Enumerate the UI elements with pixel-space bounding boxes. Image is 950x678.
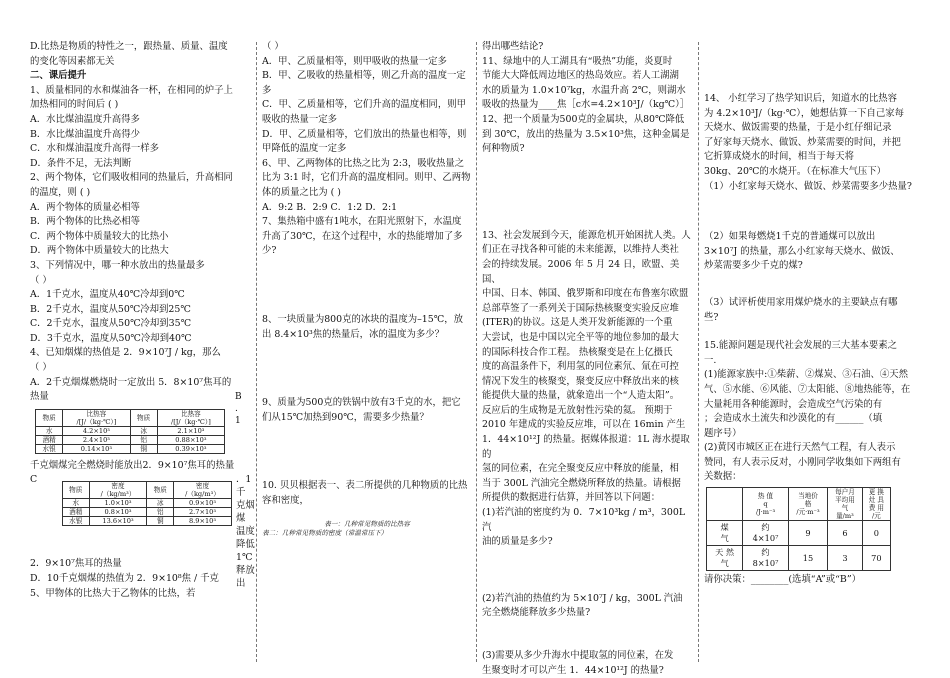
decision-line: 请你决策：________(选填“A”或“B”）	[704, 574, 861, 586]
table-cell: 0.39×10³	[157, 444, 224, 453]
text-line: B．甲、乙吸收的热量相等，则乙升高的温度一定	[262, 70, 466, 82]
table-cell: 3	[828, 546, 863, 571]
side-text-fragment: 释放出	[236, 565, 255, 590]
table-header-cell: 比热容 /[J/（kg·℃）]	[63, 409, 130, 426]
text-line: 多	[262, 84, 272, 96]
table-cell: 13.6×10³	[89, 517, 147, 526]
table-row	[707, 521, 891, 546]
col2-questions-5-7	[262, 40, 472, 259]
text-line: B．水比煤油温度升高得少	[30, 128, 141, 140]
table-header-cell: 当地价 格 /元·m⁻³	[788, 488, 827, 521]
option-c-marker: C	[30, 474, 38, 486]
table-header-cell: 密度 /（kg/m³）	[89, 482, 147, 499]
table-header-cell: 热 值 q /J·m⁻³	[743, 488, 789, 521]
text-line: C．水和煤油温度升高得一样多	[30, 143, 160, 155]
question-14-part-2	[704, 230, 919, 274]
text-line: ；会造成水土流失和沙漠化的有______（填	[704, 413, 883, 425]
text-line: 二、课后提升	[30, 70, 87, 82]
text-line: D．两个物体中质量较大的比热大	[30, 245, 169, 257]
table-cell: 0.14×10³	[63, 444, 130, 453]
text-line: 3、下列情况中，哪一种水放出的热量最多	[30, 259, 205, 271]
side-text-fragment: 1℃	[236, 552, 253, 564]
text-line: 所提供的数据进行估算，并回答以下问题：	[482, 492, 661, 504]
density-table	[62, 481, 232, 526]
text-line: A．甲、乙质量相等，则甲吸收的热量一定多	[262, 55, 447, 67]
table-cell: 冰	[147, 499, 174, 508]
text-line: 它折算成烧水的时间，相当于每天将	[704, 151, 855, 163]
table-cell: 8.9×10³	[174, 517, 232, 526]
table-cell: 铝	[147, 508, 174, 517]
table-row	[63, 499, 232, 508]
table-header-cell: 更 换 灶 具 费 用 /元	[862, 488, 890, 521]
text-line: 完全燃烧能释放多少热量?	[482, 607, 591, 619]
text-line: 3×10⁷J 的热量，那么小红家每天烧水、做饭、	[704, 245, 900, 257]
text-line: 热量	[30, 391, 49, 403]
table-row	[63, 508, 232, 517]
text-line: A．2千克烟煤燃烧时一定放出 5．8×10⁷焦耳的	[30, 376, 232, 388]
text-line: 8、一块质量为800克的冰块的温度为–15℃，放	[262, 313, 463, 325]
text-line: 大尝试，也是中国以完全平等的地位参加的最大	[482, 331, 679, 343]
text-line: 6、甲、乙两物体的比热之比为 2:3，吸收热量之	[262, 157, 465, 169]
text-line: (1)若汽油的密度约为 0．7×10³kg / m³，300L 汽	[482, 507, 686, 533]
text-line: 情况下发生的核聚变，聚变反应中释放出来的核	[482, 375, 679, 387]
text-line: 少?	[262, 245, 277, 257]
text-line: 甲降低的温度一定多	[262, 143, 347, 155]
col1-text-block	[30, 40, 255, 405]
table-cell: 铝	[130, 435, 157, 444]
text-line: 体的质量之比为 ( )	[262, 186, 341, 198]
text-line: A．9:2 B．2:9 C．1:2 D．2:1	[262, 201, 398, 213]
text-line: 7、集热箱中盛有1吨水，在阳光照射下，水温度	[262, 216, 462, 228]
column-divider-2	[476, 42, 477, 662]
text-line: 当于 300L 汽油完全燃烧所释放的热量。请根据	[482, 477, 681, 489]
text-line: 4、已知烟煤的热值是 2．9×10⁷J / kg，那么	[30, 347, 221, 359]
text-line: 了好家每天烧水、做饭、炒菜需要的时间，并把	[704, 136, 901, 148]
text-line: 些?	[704, 311, 719, 323]
side-text-fragment: 降低	[236, 539, 255, 551]
table-header-cell: 物质	[147, 482, 174, 499]
table-cell: 2.7×10³	[174, 508, 232, 517]
text-line: C．甲、乙质量相等，它们升高的温度相同，则甲	[262, 99, 467, 111]
text-line: 10. 贝贝根据表一、表二所提供的几种物质的比热	[262, 480, 468, 492]
table-cell: 天 然 气	[707, 546, 743, 571]
table-cell: 水银	[36, 444, 63, 453]
text-line: 反应后的生成物是无放射性污染的氦。 预期于	[482, 404, 673, 416]
table-cell: 冰	[130, 426, 157, 435]
text-line: 赞同，有人表示反对，小刚同学收集如下两组有	[704, 456, 901, 468]
text-line: （2）如果每燃烧1千克的普通煤可以放出	[704, 231, 876, 243]
text-line: 的变化等因素都无关	[30, 55, 115, 67]
text-line: 天烧水、做饭需要的热量，于是小红仔细记录	[704, 122, 892, 134]
table-row	[63, 517, 232, 526]
table-row	[36, 435, 225, 444]
table-cell: 铜	[130, 444, 157, 453]
text-line: 总部草签了一系列关于国际热核聚变实验反应堆	[482, 302, 679, 314]
column-4	[704, 92, 919, 588]
text-line: 生聚变时才可以产生 1．44×10¹²J 的热量?	[482, 664, 664, 676]
table-cell: 0	[862, 521, 890, 546]
text-line: 炒菜需要多少千克的煤?	[704, 260, 803, 272]
text-line: 2．9×10⁷焦耳的热量	[30, 558, 122, 570]
text-line: 11、绿地中的人工湖具有“吸热”功能，炎夏时	[482, 55, 673, 67]
side-text-fragment: 温度	[236, 526, 255, 538]
text-line: 2、两个物体，它们吸收相同的热量后，升高相同	[30, 172, 233, 184]
text-line: 何种物质?	[482, 143, 525, 155]
text-line: 的温度，则 ( )	[30, 186, 91, 198]
question-15	[704, 339, 919, 485]
text-line: （3）试评析使用家用煤炉烧水的主要缺点有哪	[704, 296, 898, 308]
option-b-marker: B . 1	[235, 391, 242, 426]
table-header-cell: 每户月 平均用 气 量/m³	[828, 488, 863, 521]
table-row	[36, 444, 225, 453]
text-line: 们从15℃加热到90℃，需要多少热量？	[262, 411, 429, 423]
option-b-tail: 千克烟煤完全燃烧时能放出2．9×10⁷焦耳的热量	[30, 459, 235, 471]
table-cell: 水	[63, 499, 90, 508]
question-10	[262, 479, 472, 508]
table-cell: 0.8×10³	[89, 508, 147, 517]
text-line: 为 4.2×10³J/（kg·℃），她想估算一下自己家每	[704, 107, 905, 119]
table-cell: 9	[788, 521, 827, 546]
table-header-cell: 物质	[36, 409, 63, 426]
text-line: 容和密度，	[262, 494, 309, 506]
text-line: D．甲、乙质量相等，它们放出的热量也相等，则	[262, 128, 467, 140]
text-line: 水的质量为 1.0×10⁷kg，水温升高 2℃，则湖水	[482, 84, 686, 96]
text-line: A．水比煤油温度升高得多	[30, 113, 140, 125]
table-header-cell: 物质	[63, 482, 90, 499]
text-line: (ITER)的协议。这是人类开发新能源的一个重	[482, 317, 673, 329]
text-line: 节能大大降低周边地区的热岛效应。若人工湖湖	[482, 70, 679, 82]
table-cell: 0.88×10³	[157, 435, 224, 444]
text-line: （ ）	[262, 41, 284, 52]
table-cell: 约 4×10⁷	[743, 521, 789, 546]
text-line: 加热相同的时间后 ( )	[30, 99, 119, 111]
text-line: (2)若汽油的热值约为 5×10⁷J / kg，300L 汽油	[482, 592, 683, 604]
text-line: 油的质量是多少?	[482, 536, 553, 548]
text-line: A．1千克水，温度从40℃冷却到0℃	[30, 289, 185, 301]
table-cell: 煤 气	[707, 521, 743, 546]
text-line: 15.能源问题是现代社会发展的三大基本要素之	[704, 340, 898, 352]
table-cell: 2.1×10³	[157, 426, 224, 435]
text-line: 能提供大量的热量，就象造出一个“人造太阳”。	[482, 390, 680, 402]
table-caption-1: 表一：几种常见物质的比热容	[324, 520, 410, 529]
table-cell: 约 8×10⁷	[743, 546, 789, 571]
table-cell: 水银	[63, 517, 90, 526]
side-text-fragment: 煤	[236, 513, 246, 525]
text-line: C．两个物体中质量较大的比热小	[30, 230, 169, 242]
text-line: B．两个物体的比热必相等	[30, 216, 141, 228]
question-9	[262, 396, 472, 425]
text-line: (1)能源家族中:①柴薪、②煤炭、③石油、④天然	[704, 369, 908, 381]
question-14	[704, 92, 919, 194]
text-line: 30kg、20℃的水烧开。（在标准大气压下）	[704, 165, 886, 177]
table-header-row	[63, 482, 232, 499]
specific-heat-table	[35, 409, 225, 454]
col1-tail-block	[30, 557, 255, 601]
text-line: 1．44×10¹²J 的热量。据媒体报道：1L 海水提取的	[482, 434, 690, 460]
table-cell: 铜	[147, 517, 174, 526]
text-line: 题序号）	[704, 427, 742, 439]
text-line: 一.	[704, 354, 717, 366]
table-caption-2: 表二：几种常见物质的密度（常温常压下）	[262, 529, 388, 538]
table-cell: 2.4×10³	[63, 435, 130, 444]
table-cell: 1.0×10³	[89, 499, 147, 508]
question-8	[262, 313, 472, 342]
table-cell: 水	[36, 426, 63, 435]
text-line: 气、⑤水能、⑥风能、⑦太阳能、⑧地热能等，在	[704, 383, 911, 395]
text-line: (2)黄冈市城区正在进行天然气工程，有人表示	[704, 442, 896, 454]
text-line: 到 30℃，放出的热量为 3.5×10³焦，这种金属是	[482, 128, 690, 140]
table-cell: 6	[828, 521, 863, 546]
question-14-part-3	[704, 296, 919, 325]
table-cell: 酒精	[63, 508, 90, 517]
text-line: 12、把一个质量为500克的金属块，从80℃降低	[482, 113, 685, 125]
table-header-cell: 比热容 /[J/（kg·℃）]	[157, 409, 224, 426]
column-3	[482, 40, 694, 678]
table-cell: 4.2×10³	[63, 426, 130, 435]
text-line: （1）小红家每天烧水、做饭、炒菜需要多少热量?	[704, 180, 912, 192]
text-line: 1、质量相同的水和煤油各一杯，在相同的炉子上	[30, 84, 233, 96]
table-cell: 0.9×10³	[174, 499, 232, 508]
column-1	[30, 40, 255, 601]
text-line: 会的持续发展。2006 年 5 月 24 日，欧盟、美国、	[482, 258, 680, 285]
text-line: 度的高温条件下，利用氢的同位素氘、氚在可控	[482, 361, 679, 373]
table-header-row	[707, 488, 891, 521]
column-2	[262, 40, 472, 538]
text-line: A．两个物体的质量必相等	[30, 201, 140, 213]
text-line: 氢的同位素，在完全聚变反应中释放的能量，相	[482, 463, 679, 475]
question-13-part-3	[482, 649, 694, 678]
text-line: 吸收的热量为____焦［c水=4.2×10³J/（kg℃）］	[482, 99, 690, 111]
text-line: 13、社会发展到今天，能源危机开始困扰人类。人	[482, 229, 691, 241]
text-line: （ ）	[30, 274, 52, 286]
text-line: 升高了30℃，在这个过程中，水的热能增加了多	[262, 230, 463, 242]
text-line: 14、 小红学习了热学知识后，知道水的比热容	[704, 93, 898, 104]
option-c-side-text	[236, 473, 258, 590]
text-line: 得出哪些结论?	[482, 41, 544, 52]
question-13-part-2	[482, 592, 694, 621]
question-13	[482, 229, 694, 550]
text-line: 吸收的热量一定多	[262, 113, 338, 125]
text-line: 出 8.4×10³焦的热量后，冰的温度为多少？	[262, 328, 445, 340]
text-line: 大量耗用各种能源时，会造成空气污染的有	[704, 398, 883, 410]
gas-comparison-table	[706, 487, 891, 571]
text-line: 们正在寻找各种可能的未来能源，以维持人类社	[482, 244, 679, 256]
table-header-cell: 物质	[130, 409, 157, 426]
table-row	[36, 426, 225, 435]
text-line: 中国、日本、韩国、俄罗斯和印度在布鲁塞尔欧盟	[482, 288, 689, 300]
text-line: 的国际科技合作工程。 热核聚变是在上亿摄氏	[482, 346, 673, 358]
col3-questions-11-12	[482, 40, 694, 157]
text-line: D．10千克烟煤的热值为 2．9×10⁸焦 / 千克	[30, 573, 219, 585]
table-header-cell	[707, 488, 743, 521]
table-header-cell: 密度 /（kg/m³）	[174, 482, 232, 499]
text-line: （ ）	[30, 362, 52, 374]
text-line: 2010 年建成的实验反应堆，可以在 16min 产生	[482, 419, 686, 431]
text-line: B．2千克水，温度从50℃冷却到25℃	[30, 303, 191, 315]
text-line: 比为 3:1 时，它们升高的温度相同。则甲、乙两物	[262, 172, 471, 184]
text-line: D．3千克水，温度从50℃冷却到40℃	[30, 332, 192, 344]
text-line: 关数据：	[704, 471, 742, 483]
table-cell: 酒精	[36, 435, 63, 444]
text-line: 9、质量为500克的铁锅中放有3千克的水，把它	[262, 397, 461, 409]
text-line: C．2千克水，温度从50℃冷却到35℃	[30, 318, 192, 330]
column-divider-3	[698, 42, 699, 662]
side-text-fragment: 克烟	[236, 500, 255, 512]
side-text-fragment: ．1千	[236, 474, 252, 499]
table-cell: 70	[862, 546, 890, 571]
text-line: 5、甲物体的比热大于乙物体的比热，若	[30, 587, 196, 599]
text-line: D．条件不足，无法判断	[30, 157, 132, 169]
table-cell: 15	[788, 546, 827, 571]
text-line: D.比热是物质的特性之一，跟热量、质量、温度	[30, 41, 228, 52]
table-header-row	[36, 409, 225, 426]
table-row	[707, 546, 891, 571]
text-line: (3)需要从多少升海水中提取氢的同位素，在发	[482, 650, 674, 661]
